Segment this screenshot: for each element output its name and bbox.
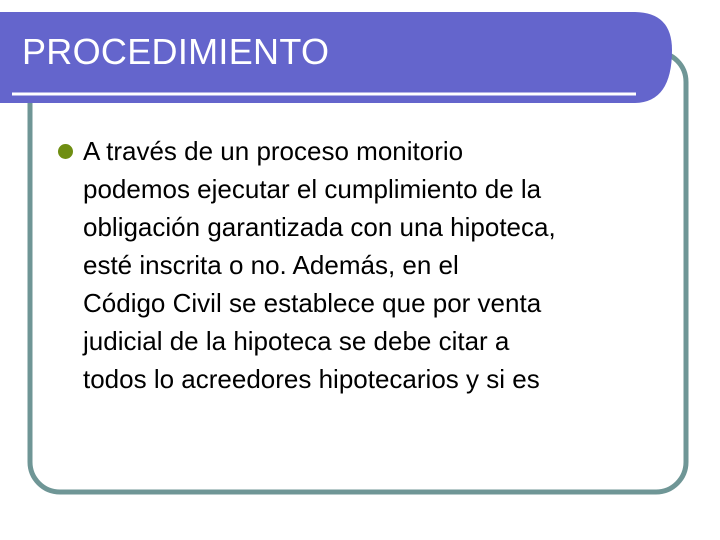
bullet-text: A través de un proceso monitorio podemos ejecutar el cumplimiento de la obligación garantizada con una hipoteca, esté inscrita o no. Además, en el Código Civil se establece que por venta judicial de la hipoteca se debe citar a todos lo acreedores hipotecarios y si es <box>83 136 556 394</box>
bullet-dot-icon <box>58 144 73 159</box>
bullet-list <box>58 132 678 398</box>
slide-title: PROCEDIMIENTO <box>22 31 330 72</box>
bullet-item <box>58 132 678 398</box>
